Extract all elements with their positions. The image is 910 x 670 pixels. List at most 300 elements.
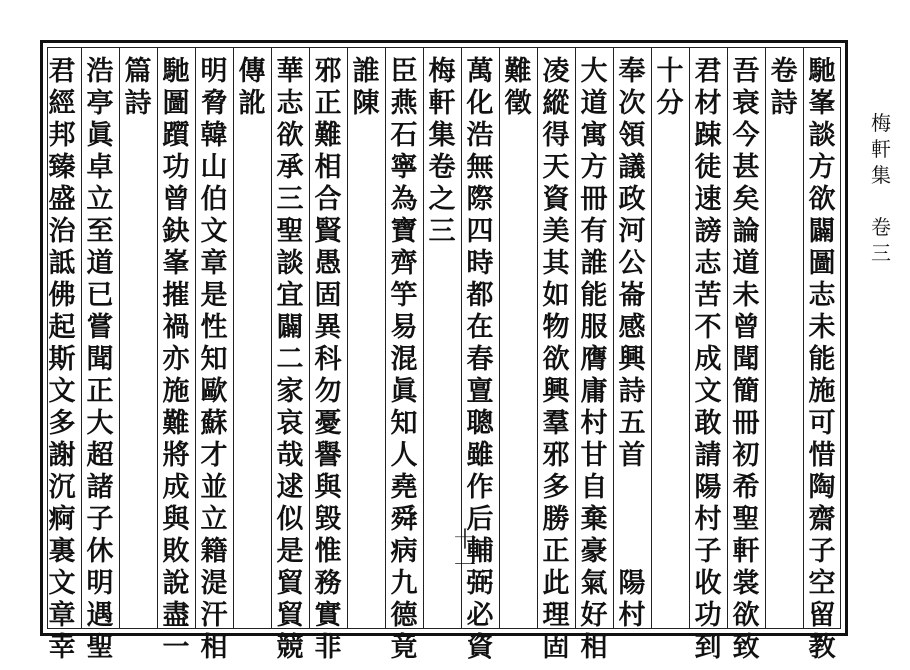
column-char: 至 <box>86 216 114 247</box>
column-char: 似 <box>276 504 304 535</box>
column-char: 篇 <box>124 56 152 87</box>
text-column <box>803 56 841 664</box>
column-char: 致 <box>732 632 760 663</box>
column-char: 冊 <box>580 184 608 215</box>
column-char: 立 <box>200 504 228 535</box>
column-char: 美 <box>542 216 570 247</box>
column-char: 未 <box>732 280 760 311</box>
column-char: 文 <box>200 216 228 247</box>
column-char: 佛 <box>48 280 76 311</box>
column-char: 與 <box>314 472 342 503</box>
column-char: 遇 <box>86 600 114 631</box>
column-char: 大 <box>86 408 114 439</box>
column-char: 領 <box>618 120 646 151</box>
column-char: 四 <box>466 216 494 247</box>
column-char: 弼 <box>466 568 494 599</box>
column-char: 輔 <box>466 536 494 567</box>
column-char: 起 <box>48 312 76 343</box>
column-char: 合 <box>314 184 342 215</box>
column-char: 闢 <box>276 312 304 343</box>
column-char: 首 <box>618 440 646 471</box>
column-char: 訛 <box>238 88 266 119</box>
column-char: 休 <box>86 536 114 567</box>
column-char: 甚 <box>732 152 760 183</box>
column-char: 無 <box>466 152 494 183</box>
column-char: 賢 <box>314 216 342 247</box>
column-char: 沉 <box>48 472 76 503</box>
column-char: 五 <box>618 408 646 439</box>
column-char: 將 <box>162 440 190 471</box>
column-char: 欲 <box>808 184 836 215</box>
text-column <box>689 56 727 664</box>
column-char: 談 <box>808 120 836 151</box>
column-char: 次 <box>618 88 646 119</box>
column-char: 治 <box>48 216 76 247</box>
column-char: 性 <box>200 312 228 343</box>
column-char: 如 <box>542 280 570 311</box>
column-gap <box>613 472 651 504</box>
column-rule <box>119 47 120 629</box>
leaf-number-char: 一 <box>453 554 476 579</box>
column-char: 浩 <box>86 56 114 87</box>
column-char: 寶 <box>390 216 418 247</box>
column-char: 堯 <box>390 472 418 503</box>
column-char: 未 <box>808 312 836 343</box>
text-column <box>43 56 81 664</box>
column-char: 有 <box>580 216 608 247</box>
column-char: 十 <box>656 56 684 87</box>
column-char: 湜 <box>200 568 228 599</box>
column-char: 痾 <box>48 504 76 535</box>
column-char: 初 <box>732 440 760 471</box>
column-char: 說 <box>162 568 190 599</box>
column-char: 豪 <box>580 536 608 567</box>
column-char: 浩 <box>466 120 494 151</box>
column-char: 不 <box>694 312 722 343</box>
column-char: 今 <box>732 120 760 151</box>
column-char: 謝 <box>48 440 76 471</box>
column-char: 聰 <box>466 408 494 439</box>
column-char: 傳 <box>238 56 266 87</box>
text-column <box>195 56 233 664</box>
column-char: 成 <box>162 472 190 503</box>
column-char: 庸 <box>580 376 608 407</box>
column-char: 圖 <box>162 88 190 119</box>
column-char: 固 <box>542 632 570 663</box>
column-char: 竽 <box>390 280 418 311</box>
column-char: 籍 <box>200 536 228 567</box>
column-char: 競 <box>276 632 304 663</box>
column-char: 陽 <box>618 568 646 599</box>
margin-char: 卷 <box>871 215 891 239</box>
column-char: 竟 <box>390 632 418 663</box>
column-char: 春 <box>466 344 494 375</box>
column-char: 陳 <box>352 88 380 119</box>
text-column <box>119 56 157 120</box>
column-char: 陽 <box>694 472 722 503</box>
column-char: 集 <box>428 120 456 151</box>
text-column <box>271 56 309 664</box>
column-char: 方 <box>808 152 836 183</box>
column-char: 盛 <box>48 184 76 215</box>
column-char: 子 <box>694 536 722 567</box>
column-char: 軒 <box>428 88 456 119</box>
column-char: 正 <box>314 88 342 119</box>
column-char: 羣 <box>542 408 570 439</box>
column-char: 務 <box>314 568 342 599</box>
column-char: 聖 <box>732 504 760 535</box>
column-char: 好 <box>580 600 608 631</box>
column-char: 此 <box>542 568 570 599</box>
column-char: 正 <box>542 536 570 567</box>
column-char: 聖 <box>86 632 114 663</box>
column-char: 文 <box>48 568 76 599</box>
column-char: 興 <box>542 376 570 407</box>
column-char: 知 <box>390 408 418 439</box>
column-char: 都 <box>466 280 494 311</box>
column-char: 吾 <box>732 56 760 87</box>
column-char: 嘗 <box>86 312 114 343</box>
column-char: 能 <box>808 344 836 375</box>
column-char: 伯 <box>200 184 228 215</box>
column-char: 希 <box>732 472 760 503</box>
column-char: 正 <box>86 376 114 407</box>
column-char: 詆 <box>48 248 76 279</box>
column-char: 難 <box>504 56 532 87</box>
column-char: 哀 <box>276 408 304 439</box>
column-char: 村 <box>618 600 646 631</box>
column-char: 詩 <box>770 88 798 119</box>
column-char: 軒 <box>732 536 760 567</box>
column-char: 欲 <box>542 344 570 375</box>
column-char: 欲 <box>276 120 304 151</box>
column-char: 子 <box>86 504 114 535</box>
column-char: 幸 <box>48 632 76 663</box>
column-char: 德 <box>390 600 418 631</box>
column-char: 議 <box>618 152 646 183</box>
leaf-number <box>446 528 484 580</box>
column-gap <box>613 536 651 568</box>
column-char: 服 <box>580 312 608 343</box>
column-char: 相 <box>200 632 228 663</box>
column-char: 才 <box>200 440 228 471</box>
column-char: 已 <box>86 280 114 311</box>
column-char: 脅 <box>200 88 228 119</box>
column-char: 舜 <box>390 504 418 535</box>
column-char: 邦 <box>48 120 76 151</box>
column-char: 齋 <box>808 504 836 535</box>
column-char: 惟 <box>314 536 342 567</box>
column-char: 教 <box>808 632 836 663</box>
column-char: 二 <box>276 344 304 375</box>
column-char: 邪 <box>542 440 570 471</box>
column-char: 亭 <box>86 88 114 119</box>
column-char: 臣 <box>390 56 418 87</box>
column-char: 縱 <box>542 88 570 119</box>
column-char: 材 <box>694 88 722 119</box>
column-char: 徵 <box>504 88 532 119</box>
column-char: 三 <box>428 216 456 247</box>
column-char: 奉 <box>618 56 646 87</box>
column-char: 易 <box>390 312 418 343</box>
column-char: 馳 <box>808 56 836 87</box>
column-char: 亶 <box>466 376 494 407</box>
column-char: 多 <box>48 408 76 439</box>
column-char: 病 <box>390 536 418 567</box>
column-char: 萬 <box>466 56 494 87</box>
text-column <box>309 56 347 664</box>
column-char: 寓 <box>580 120 608 151</box>
column-char: 聖 <box>276 216 304 247</box>
margin-char: 軒 <box>871 137 891 161</box>
column-char: 崙 <box>618 280 646 311</box>
text-column <box>423 56 461 248</box>
text-column <box>233 56 271 120</box>
column-char: 知 <box>200 344 228 375</box>
text-column <box>613 56 651 632</box>
column-char: 村 <box>580 408 608 439</box>
column-char: 聞 <box>86 344 114 375</box>
text-column <box>347 56 385 120</box>
column-char: 實 <box>314 600 342 631</box>
column-char: 寧 <box>390 152 418 183</box>
column-char: 三 <box>276 184 304 215</box>
column-char: 道 <box>86 248 114 279</box>
column-char: 相 <box>580 632 608 663</box>
column-char: 詩 <box>618 376 646 407</box>
column-char: 能 <box>580 280 608 311</box>
column-char: 臻 <box>48 152 76 183</box>
column-char: 馳 <box>162 56 190 87</box>
text-column <box>499 56 537 120</box>
column-char: 相 <box>314 152 342 183</box>
column-char: 明 <box>86 568 114 599</box>
column-char: 是 <box>200 280 228 311</box>
column-char: 摧 <box>162 280 190 311</box>
column-char: 固 <box>314 280 342 311</box>
column-char: 難 <box>162 408 190 439</box>
column-char: 簡 <box>732 376 760 407</box>
margin-spacer <box>866 188 896 214</box>
column-char: 公 <box>618 248 646 279</box>
column-char: 道 <box>732 248 760 279</box>
column-char: 際 <box>466 184 494 215</box>
column-char: 超 <box>86 440 114 471</box>
column-char: 愚 <box>314 248 342 279</box>
column-char: 闢 <box>808 216 836 247</box>
column-char: 冊 <box>732 408 760 439</box>
column-char: 君 <box>48 56 76 87</box>
column-char: 資 <box>542 184 570 215</box>
column-rule <box>233 47 234 629</box>
column-char: 譽 <box>314 440 342 471</box>
column-char: 為 <box>390 184 418 215</box>
column-char: 河 <box>618 216 646 247</box>
text-column <box>765 56 803 120</box>
column-char: 政 <box>618 184 646 215</box>
column-char: 章 <box>48 600 76 631</box>
margin-char: 集 <box>871 163 891 187</box>
column-char: 天 <box>542 152 570 183</box>
column-char: 汗 <box>200 600 228 631</box>
column-char: 膺 <box>580 344 608 375</box>
column-char: 感 <box>618 312 646 343</box>
column-char: 志 <box>808 280 836 311</box>
column-char: 盡 <box>162 600 190 631</box>
column-char: 作 <box>466 472 494 503</box>
column-char: 敗 <box>162 536 190 567</box>
column-char: 異 <box>314 312 342 343</box>
column-char: 科 <box>314 344 342 375</box>
column-char: 欲 <box>732 600 760 631</box>
column-char: 誰 <box>580 248 608 279</box>
column-char: 誰 <box>352 56 380 87</box>
column-char: 到 <box>694 632 722 663</box>
column-char: 凌 <box>542 56 570 87</box>
column-char: 鈌 <box>162 216 190 247</box>
column-char: 其 <box>542 248 570 279</box>
column-char: 圖 <box>808 248 836 279</box>
column-char: 功 <box>162 152 190 183</box>
column-char: 衰 <box>732 88 760 119</box>
column-char: 曾 <box>732 312 760 343</box>
column-char: 志 <box>694 248 722 279</box>
column-char: 毀 <box>314 504 342 535</box>
column-char: 承 <box>276 152 304 183</box>
column-char: 矣 <box>732 184 760 215</box>
column-char: 卷 <box>428 152 456 183</box>
column-char: 並 <box>200 472 228 503</box>
column-char: 棄 <box>580 504 608 535</box>
text-column <box>385 56 423 664</box>
column-char: 貿 <box>276 568 304 599</box>
column-char: 眞 <box>390 376 418 407</box>
column-char: 石 <box>390 120 418 151</box>
column-char: 徒 <box>694 152 722 183</box>
column-char: 聞 <box>732 344 760 375</box>
column-char: 曾 <box>162 184 190 215</box>
column-char: 文 <box>48 376 76 407</box>
column-char: 得 <box>542 120 570 151</box>
column-char: 邪 <box>314 56 342 87</box>
column-char: 裏 <box>48 536 76 567</box>
column-char: 物 <box>542 312 570 343</box>
column-char: 憂 <box>314 408 342 439</box>
column-char: 村 <box>694 504 722 535</box>
column-char: 苦 <box>694 280 722 311</box>
column-char: 方 <box>580 152 608 183</box>
column-char: 請 <box>694 440 722 471</box>
column-char: 化 <box>466 88 494 119</box>
column-char: 志 <box>276 88 304 119</box>
column-char: 峯 <box>808 88 836 119</box>
column-char: 眞 <box>86 120 114 151</box>
column-char: 詩 <box>124 88 152 119</box>
column-char: 斯 <box>48 344 76 375</box>
column-char: 立 <box>86 184 114 215</box>
column-char: 大 <box>580 56 608 87</box>
column-char: 道 <box>580 88 608 119</box>
column-char: 齊 <box>390 248 418 279</box>
column-char: 理 <box>542 600 570 631</box>
column-char: 氣 <box>580 568 608 599</box>
column-char: 歐 <box>200 376 228 407</box>
column-char: 論 <box>732 216 760 247</box>
column-char: 資 <box>466 632 494 663</box>
margin-char: 梅 <box>871 111 891 135</box>
column-char: 難 <box>314 120 342 151</box>
column-char: 躓 <box>162 120 190 151</box>
column-char: 諸 <box>86 472 114 503</box>
column-char: 峯 <box>162 248 190 279</box>
column-char: 梅 <box>428 56 456 87</box>
column-char: 哉 <box>276 440 304 471</box>
column-rule <box>651 47 652 629</box>
column-char: 可 <box>808 408 836 439</box>
column-char: 踈 <box>694 120 722 151</box>
column-char: 興 <box>618 344 646 375</box>
column-char: 華 <box>276 56 304 87</box>
column-char: 燕 <box>390 88 418 119</box>
column-char: 逑 <box>276 472 304 503</box>
margin-char: 三 <box>871 241 891 265</box>
column-char: 謗 <box>694 216 722 247</box>
column-char: 自 <box>580 472 608 503</box>
text-column <box>727 56 765 664</box>
column-char: 一 <box>162 632 190 663</box>
column-char: 韓 <box>200 120 228 151</box>
column-char: 分 <box>656 88 684 119</box>
column-char: 九 <box>390 568 418 599</box>
column-char: 卓 <box>86 152 114 183</box>
column-char: 時 <box>466 248 494 279</box>
column-char: 敢 <box>694 408 722 439</box>
column-rule <box>499 47 500 629</box>
column-char: 經 <box>48 88 76 119</box>
column-char: 混 <box>390 344 418 375</box>
column-char: 后 <box>466 504 494 535</box>
column-char: 禍 <box>162 312 190 343</box>
column-char: 在 <box>466 312 494 343</box>
column-char: 子 <box>808 536 836 567</box>
column-char: 是 <box>276 536 304 567</box>
column-char: 速 <box>694 184 722 215</box>
column-char: 勝 <box>542 504 570 535</box>
column-char: 必 <box>466 600 494 631</box>
column-rule <box>765 47 766 629</box>
margin-title <box>866 110 896 266</box>
column-char: 卷 <box>770 56 798 87</box>
column-char: 陶 <box>808 472 836 503</box>
column-char: 施 <box>808 376 836 407</box>
text-column <box>575 56 613 664</box>
column-char: 蘇 <box>200 408 228 439</box>
column-rule <box>347 47 348 629</box>
column-char: 收 <box>694 568 722 599</box>
column-char: 家 <box>276 376 304 407</box>
column-gap <box>613 504 651 536</box>
text-column <box>157 56 195 664</box>
column-char: 山 <box>200 152 228 183</box>
column-char: 勿 <box>314 376 342 407</box>
column-char: 多 <box>542 472 570 503</box>
column-char: 文 <box>694 376 722 407</box>
column-char: 非 <box>314 632 342 663</box>
column-char: 明 <box>200 56 228 87</box>
column-char: 人 <box>390 440 418 471</box>
column-char: 之 <box>428 184 456 215</box>
text-column <box>81 56 119 664</box>
